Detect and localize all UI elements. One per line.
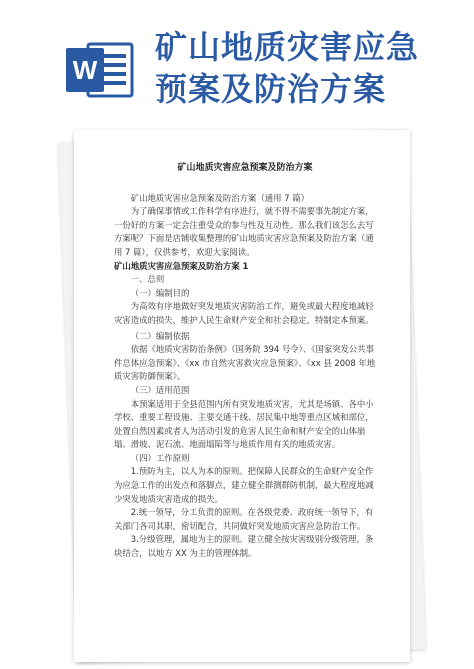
subsection-heading: （三）适用范围 — [130, 384, 190, 395]
banner — [0, 0, 474, 120]
document-page — [74, 130, 410, 662]
document-title: 矿山地质灾害应急预案及防治方案 — [177, 163, 313, 173]
word-document-icon — [64, 38, 136, 102]
paragraph-intro: 为了确保事情或工作科学有序进行，就不得不需要事先制定方案，一份好的方案一定会注重受众的参与性及互动性。那么我们该怎么去写方案呢？下面是店铺收集整理的矿山地质灾害应急预案及防治方案（通用 7 篇），仅供参考，欢迎大家阅读。 — [114, 206, 374, 257]
document-content — [114, 162, 376, 561]
paragraph-scope: 本预案适用于全县范围内所有突发地质灾害，尤其是场镇、各中小学校、重要工程设施、主要交通干线、居民集中地等重点区域和部位，处置自然因素或者人为活动引发的危害人民生命和财产安全的山体崩塌、滑坡、泥石流、地面塌陷等与地质作用有关的地质灾害。 — [114, 398, 374, 450]
subsection-heading: （一）编制目的 — [130, 287, 190, 298]
banner-title: 矿山地质灾害应急 预案及防治方案 — [155, 28, 420, 108]
paragraph-principle-3: 3.分级管理，属地为主的原则。建立健全按灾害级别分级管理，条块结合，以地方 XX 为主的管理体制。 — [114, 534, 374, 559]
paragraph-basis: 依据《地质灾害防治条例》（国务院 394 号令）、《国家突发公共事件总体应急预案》、《xx 市自然灾害救灾应急预案》、《xx 县 2008 年地质灾害防御预案》。 — [114, 344, 376, 382]
subsection-heading: （四）工作原则 — [130, 452, 190, 463]
paragraph-principle-1: 1.预防为主，以人为本的原则。把保障人民群众的生命财产安全作为应急工作的出发点和落脚点，建立健全群测群防机制，最大程度地减少突发地质灾害造成的损失。 — [114, 466, 374, 504]
subsection-heading: （二）编制依据 — [130, 330, 190, 341]
chapter-heading: 一、总则 — [130, 274, 165, 285]
section-heading: 矿山地质灾害应急预案及防治方案 1 — [114, 260, 249, 271]
paragraph-principle-2: 2.统一领导，分工负责的原则。在各级党委、政府统一领导下，有关部门各司其职，密切配合，共同做好突发地质灾害应急防治工作。 — [114, 507, 374, 531]
document-subtitle: 矿山地质灾害应急预案及防治方案（通用 7 篇） — [130, 192, 309, 203]
paragraph-purpose: 为高效有序地做好突发地质灾害防治工作，避免或最大程度地减轻灾害造成的损失，维护人民生命财产安全和社会稳定，特制定本预案。 — [114, 301, 374, 325]
word-icon-letter: W — [72, 55, 98, 85]
